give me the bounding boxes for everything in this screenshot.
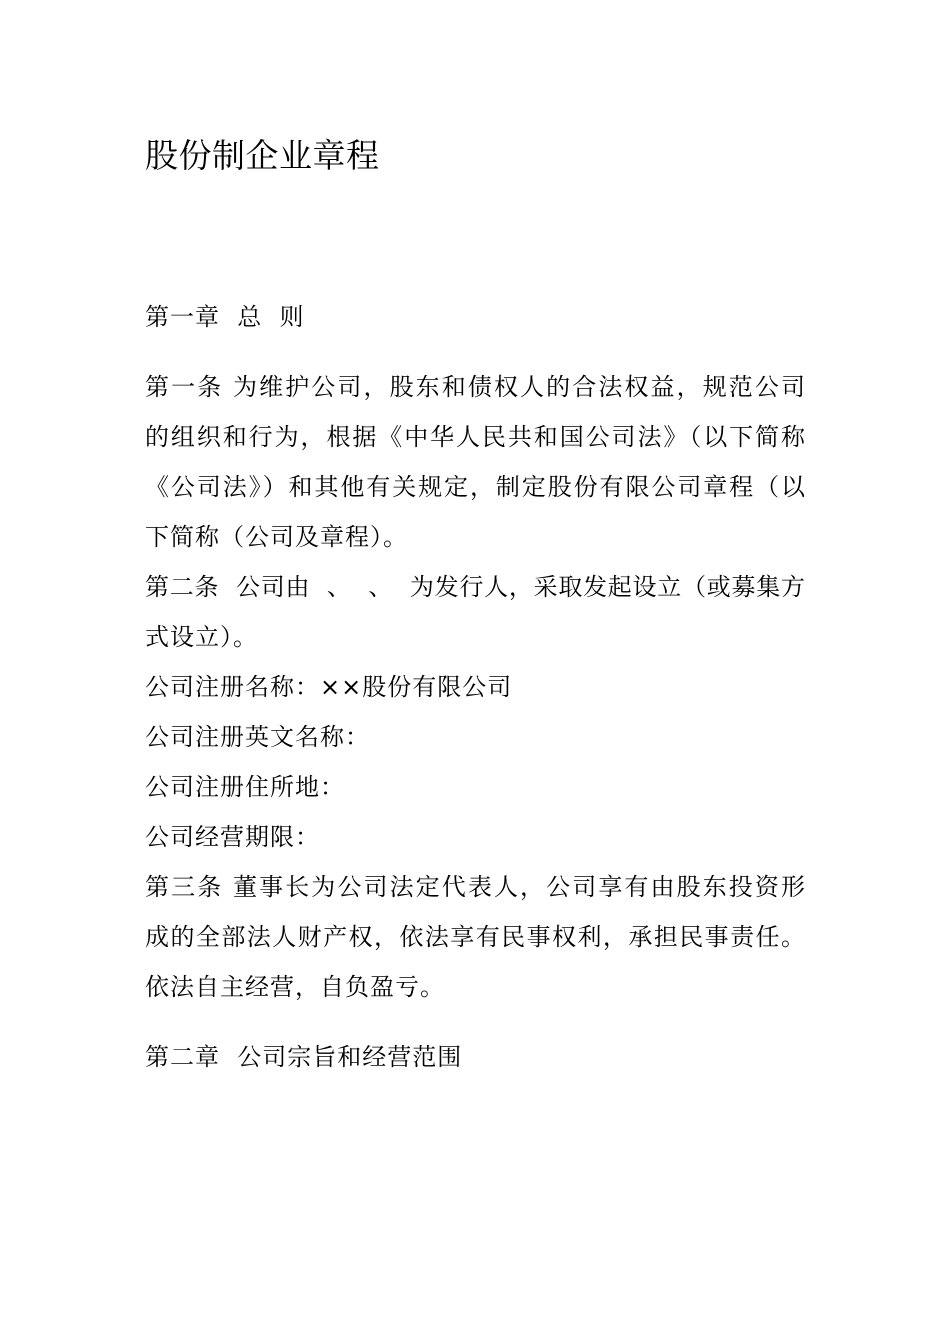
registered-name-line: 公司注册名称：××股份有限公司 bbox=[145, 673, 513, 701]
article-1-line-4: 下简称（公司及章程）。 bbox=[145, 523, 408, 551]
article-3-line-2: 成的全部法人财产权，依法享有民事权利，承担民事责任。 bbox=[145, 923, 805, 951]
business-term-line: 公司经营期限： bbox=[145, 823, 320, 851]
article-3-line-1: 第三条 董事长为公司法定代表人，公司享有由股东投资形 bbox=[145, 873, 805, 901]
article-1-line-3: 《公司法》）和其他有关规定，制定股份有限公司章程（以 bbox=[145, 473, 805, 501]
article-1-line-1: 第一条 为维护公司，股东和债权人的合法权益，规范公司 bbox=[145, 373, 805, 401]
article-2-line-1: 第二条 公司由 、 、 为发行人，采取发起设立（或募集方 bbox=[145, 573, 805, 601]
registered-english-name-line: 公司注册英文名称： bbox=[145, 723, 370, 751]
chapter-1-heading: 第一章 总 则 bbox=[145, 303, 305, 331]
article-3-line-3: 依法自主经营，自负盈亏。 bbox=[145, 973, 445, 1001]
article-1-line-2: 的组织和行为，根据《中华人民共和国公司法》（以下简称 bbox=[145, 423, 805, 451]
article-2-line-2: 式设立）。 bbox=[145, 623, 258, 651]
document-title: 股份制企业章程 bbox=[145, 136, 380, 175]
chapter-2-heading: 第二章 公司宗旨和经营范围 bbox=[145, 1043, 463, 1071]
registered-address-line: 公司注册住所地： bbox=[145, 773, 345, 801]
